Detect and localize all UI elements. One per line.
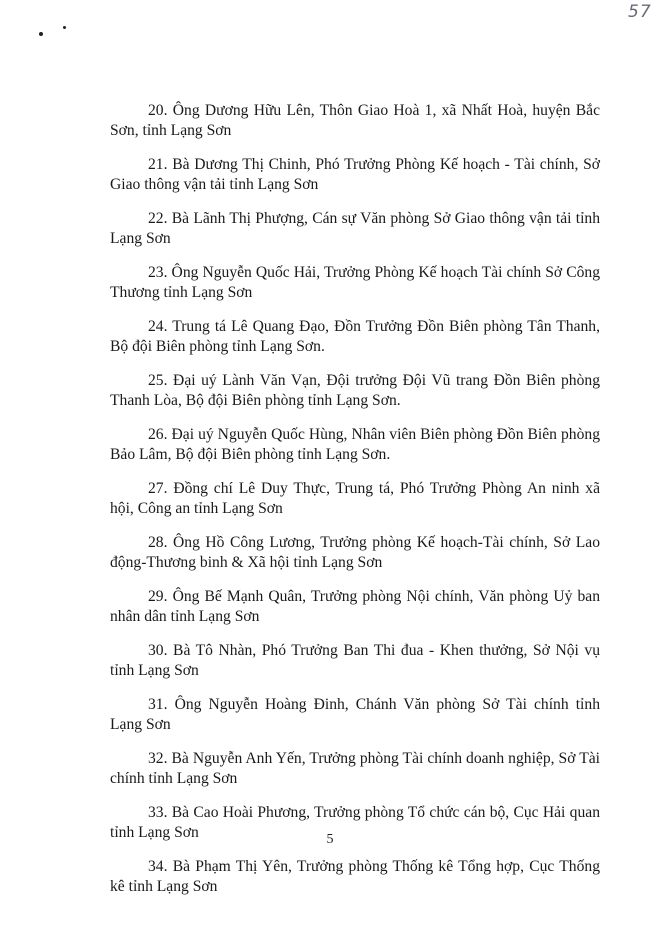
handwritten-page-mark: 57 bbox=[628, 2, 652, 22]
page-number: 5 bbox=[326, 832, 334, 847]
list-item: 20. Ông Dương Hữu Lên, Thôn Giao Hoà 1, xã Nhất Hoà, huyện Bắc Sơn, tỉnh Lạng Sơn bbox=[110, 102, 600, 139]
entry-list bbox=[110, 101, 600, 911]
list-item: 30. Bà Tô Nhàn, Phó Trưởng Ban Thi đua - Khen thưởng, Sở Nội vụ tỉnh Lạng Sơn bbox=[110, 642, 600, 679]
list-item: 21. Bà Dương Thị Chinh, Phó Trưởng Phòng Kế hoạch - Tài chính, Sở Giao thông vận tải tỉnh Lạng Sơn bbox=[110, 156, 600, 193]
scan-dot bbox=[39, 32, 43, 36]
list-item: 32. Bà Nguyễn Anh Yến, Trưởng phòng Tài chính doanh nghiệp, Sở Tài chính tỉnh Lạng Sơn bbox=[110, 750, 600, 787]
list-item: 31. Ông Nguyễn Hoàng Đinh, Chánh Văn phòng Sở Tài chính tỉnh Lạng Sơn bbox=[110, 696, 600, 733]
list-item: 27. Đồng chí Lê Duy Thực, Trung tá, Phó Trưởng Phòng An ninh xã hội, Công an tỉnh Lạng Sơn bbox=[110, 480, 600, 517]
list-item: 26. Đại uý Nguyễn Quốc Hùng, Nhân viên Biên phòng Đồn Biên phòng Bảo Lâm, Bộ đội Biên phòng tỉnh Lạng Sơn. bbox=[110, 426, 600, 463]
list-item: 34. Bà Phạm Thị Yên, Trưởng phòng Thống kê Tổng hợp, Cục Thống kê tỉnh Lạng Sơn bbox=[110, 858, 600, 895]
list-item: 33. Bà Cao Hoài Phương, Trưởng phòng Tổ chức cán bộ, Cục Hải quan tỉnh Lạng Sơn bbox=[110, 804, 600, 841]
list-item: 28. Ông Hồ Công Lương, Trưởng phòng Kế hoạch-Tài chính, Sở Lao động-Thương binh & Xã hội tỉnh Lạng Sơn bbox=[110, 534, 600, 571]
list-item: 29. Ông Bế Mạnh Quân, Trưởng phòng Nội chính, Văn phòng Uỷ ban nhân dân tỉnh Lạng Sơn bbox=[110, 588, 600, 625]
list-item: 22. Bà Lãnh Thị Phượng, Cán sự Văn phòng Sở Giao thông vận tải tỉnh Lạng Sơn bbox=[110, 210, 600, 247]
list-item: 24. Trung tá Lê Quang Đạo, Đồn Trưởng Đồn Biên phòng Tân Thanh, Bộ đội Biên phòng tỉnh Lạng Sơn. bbox=[110, 318, 600, 355]
list-item: 23. Ông Nguyễn Quốc Hải, Trưởng Phòng Kế hoạch Tài chính Sở Công Thương tỉnh Lạng Sơn bbox=[110, 264, 600, 301]
scan-dot bbox=[63, 26, 66, 29]
list-item: 25. Đại uý Lành Văn Vạn, Đội trưởng Đội Vũ trang Đồn Biên phòng Thanh Lòa, Bộ đội Biên phòng tỉnh Lạng Sơn. bbox=[110, 372, 600, 409]
